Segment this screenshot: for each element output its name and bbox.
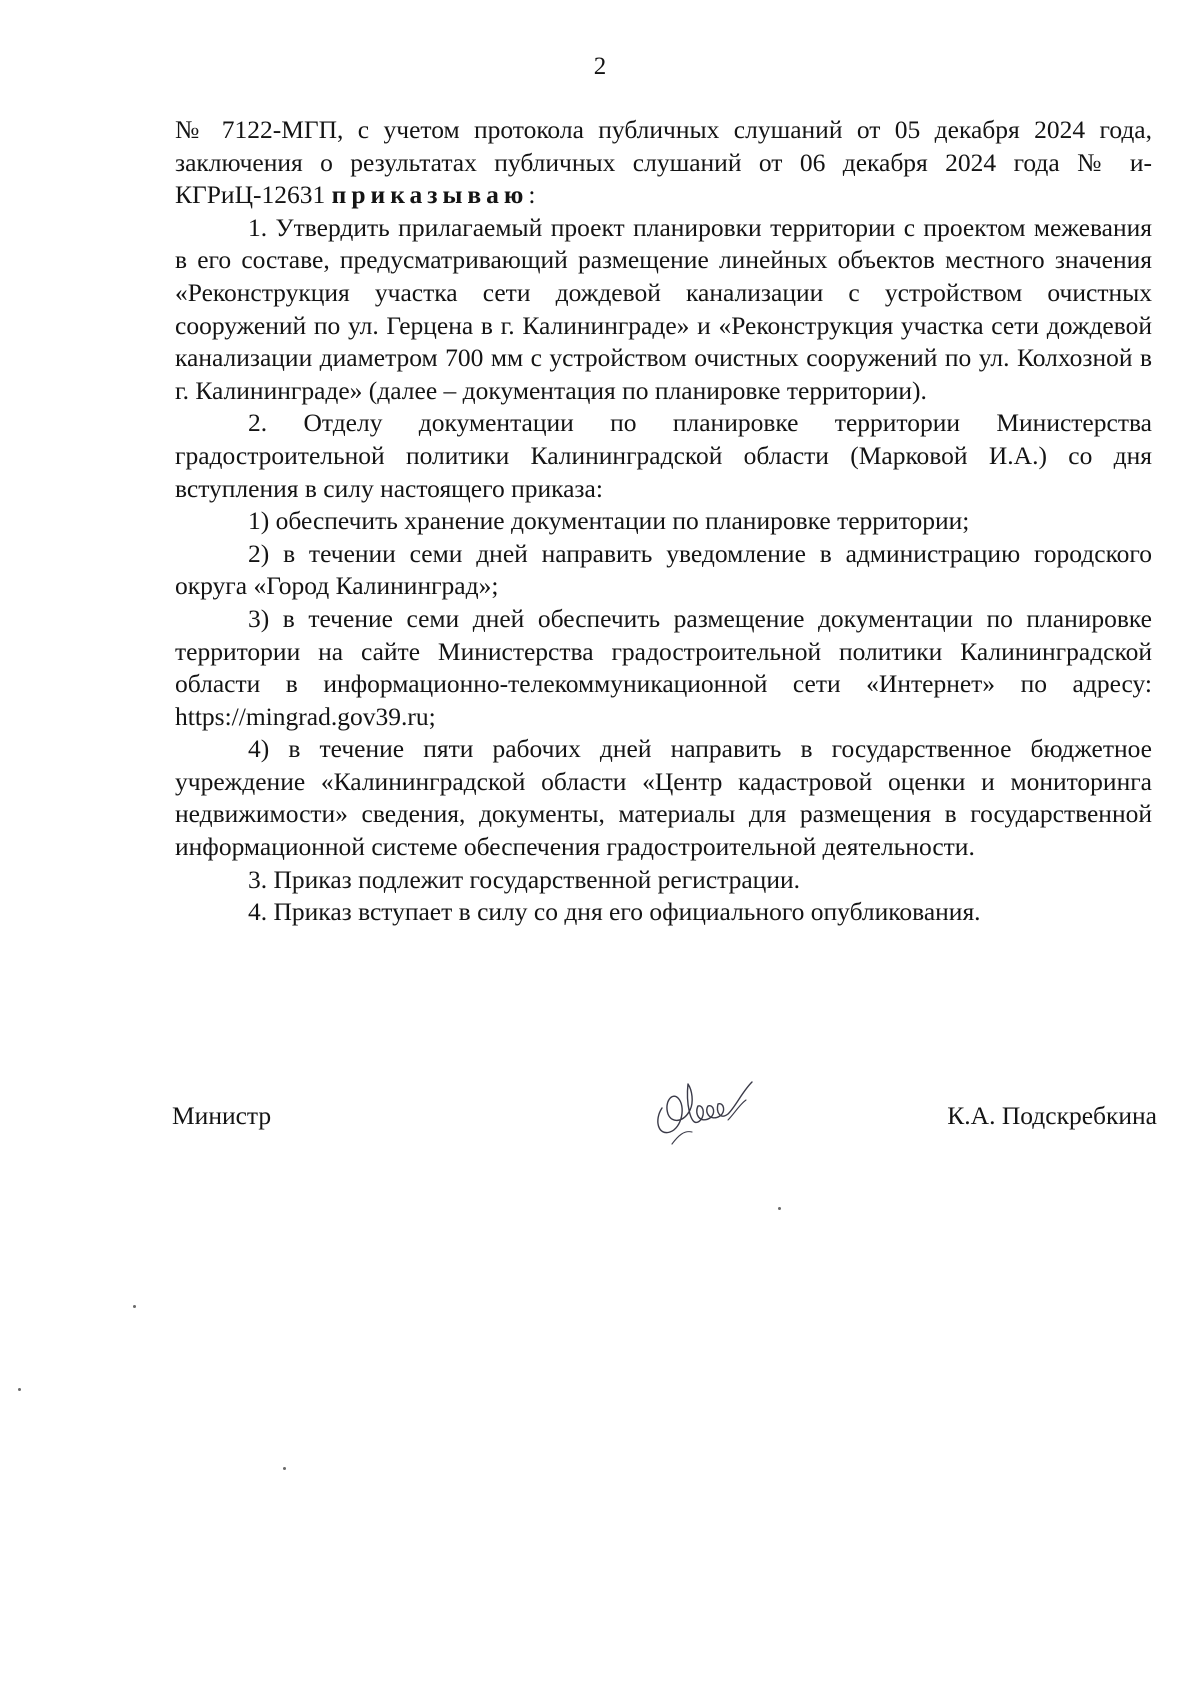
signatory-title: Министр <box>172 1101 272 1130</box>
paragraph-item-4: 4. Приказ вступает в силу со дня его официального опубликования. <box>248 897 981 927</box>
paragraph-item-1: 1. Утвердить прилагаемый проект планировки территории с проектом межевания в его составе, предусматривающий размещение линейных объектов местного значения «Реконструкция участка сети дождевой канализации с устройством очистных сооружений по ул. Герцена в г. Калининграде» и «Реконструкция участка сети дождевой канализации диаметром 700 мм с устройством очистных сооружений по ул. Колхозной в г. Калининграде» (далее – документация по планировке территории). <box>175 212 1152 405</box>
signatory-name: К.А. Подскребкина <box>947 1101 1157 1130</box>
document-body <box>175 114 1152 929</box>
paragraph-item-2: 2. Отделу документации по планировке территории Министерства градостроительной политики Калининградской области (Марковой И.А.) со дня вступления в силу настоящего приказа: <box>175 408 1152 503</box>
subitem-1: 1) обеспечить хранение документации по планировке территории; <box>248 506 970 536</box>
subitem-2: 2) в течении семи дней направить уведомление в администрацию городского округа «Город Калининград»; <box>175 538 1152 601</box>
subitem-4: 4) в течение пяти рабочих дней направить в государственное бюджетное учреждение «Калининградской области «Центр кадастровой оценки и мониторинга недвижимости» сведения, документы, материалы для размещения в государственной информационной системе обеспечения градостроительной деятельности. <box>175 734 1152 862</box>
continuation-colon: : <box>528 180 536 210</box>
continuation-paragraph <box>175 114 1152 212</box>
subitem-3: 3) в течение семи дней обеспечить размещение документации по планировке территории на сайте Министерства градостроительной политики Калининградской области в информационно-телекоммуникационной сети «Интернет» по адресу: https://mingrad.gov39.ru; <box>175 603 1152 731</box>
scan-speck <box>778 1207 781 1210</box>
scan-speck <box>133 1305 136 1308</box>
page-number: 2 <box>593 53 607 80</box>
continuation-text: № 7122-МГП, с учетом протокола публичных слушаний от 05 декабря 2024 года, заключения о результатах публичных слушаний от 06 декабря 2024 года № и-КГРиЦ-12631 <box>175 115 1152 210</box>
paragraph-item-3: 3. Приказ подлежит государственной регистрации. <box>248 864 800 894</box>
order-keyword: приказываю <box>331 180 529 210</box>
scan-speck <box>18 1388 21 1391</box>
handwritten-signature <box>648 1062 768 1152</box>
scan-speck <box>283 1467 286 1470</box>
